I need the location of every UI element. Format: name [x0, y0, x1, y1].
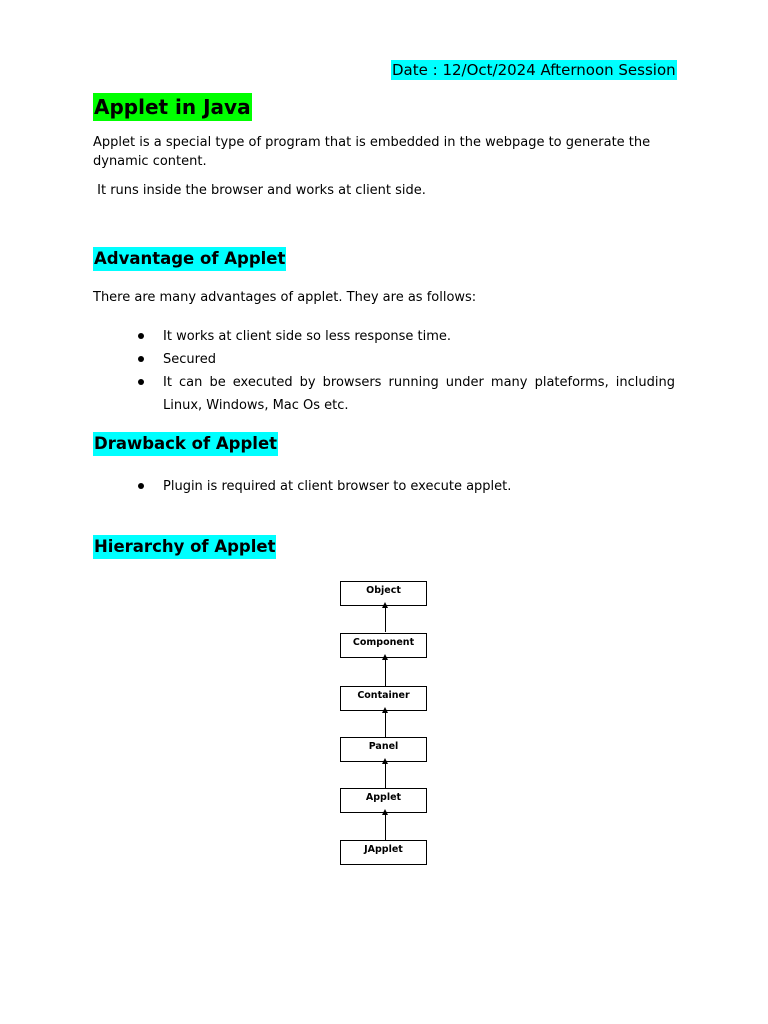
list-item: Secured [93, 348, 675, 371]
drawbacks-heading: Drawback of Applet [93, 432, 278, 456]
bullet-icon [138, 356, 144, 362]
bullet-icon [138, 483, 144, 489]
hierarchy-node-container: Container [340, 686, 427, 711]
hierarchy-diagram [330, 575, 440, 875]
bullet-icon [138, 333, 144, 339]
advantages-heading: Advantage of Applet [93, 247, 286, 271]
up-arrow-icon [385, 814, 386, 840]
advantages-list [93, 325, 675, 417]
up-arrow-icon [385, 607, 386, 632]
page-title: Applet in Java [94, 95, 251, 119]
hierarchy-node-applet: Applet [340, 788, 427, 813]
intro-paragraph-1: Applet is a special type of program that is embedded in the webpage to generate the dynamic content. [93, 135, 651, 169]
up-arrow-icon [385, 712, 386, 737]
hierarchy-node-panel: Panel [340, 737, 427, 762]
hierarchy-heading: Hierarchy of Applet [93, 535, 276, 559]
hierarchy-node-component: Component [340, 633, 427, 658]
up-arrow-icon [385, 659, 386, 686]
drawbacks-list [93, 475, 675, 498]
date-label: Date : 12/Oct/2024 Afternoon Session [392, 61, 676, 79]
list-item: Plugin is required at client browser to execute applet. [93, 475, 675, 498]
list-item: It can be executed by browsers running under many plateforms, including Linux, Windows, Mac Os etc. [93, 371, 675, 417]
advantages-lead: There are many advantages of applet. They are as follows: [93, 290, 477, 305]
bullet-icon [138, 379, 144, 385]
hierarchy-node-japplet: JApplet [340, 840, 427, 865]
intro-paragraph-2: It runs inside the browser and works at client side. [93, 183, 426, 198]
hierarchy-node-object: Object [340, 581, 427, 606]
up-arrow-icon [385, 763, 386, 789]
list-item: It works at client side so less response time. [93, 325, 675, 348]
